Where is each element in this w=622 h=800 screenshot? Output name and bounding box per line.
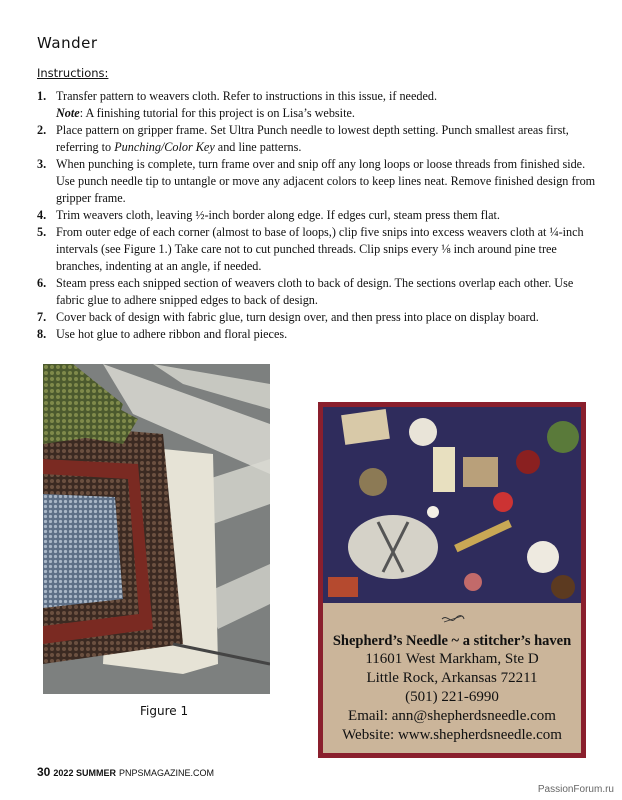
page-footer <box>37 765 214 779</box>
step-italic-ref: Punching/Color Key <box>114 140 215 154</box>
list-item <box>37 122 597 156</box>
store-name: Shepherd’s Needle ~ a stitcher’s haven <box>332 633 572 649</box>
step-number: 7. <box>37 310 47 324</box>
step-number: 6. <box>37 276 47 290</box>
list-item <box>37 156 597 207</box>
step-text: Steam press each snipped section of weavers cloth to back of design. The sections overlap each other. Use fabric glue to adhere snipped edges to back of design. <box>56 276 574 307</box>
advertisement <box>318 402 586 758</box>
store-address-line1: 11601 West Markham, Ste D <box>365 651 539 667</box>
step-text: Place pattern on gripper frame. Set Ultra Punch needle to lowest depth setting. Punch smallest areas first, referring to <box>56 123 569 154</box>
page-number: 30 <box>37 765 51 779</box>
step-number: 5. <box>37 225 47 239</box>
store-phone: (501) 221-6990 <box>405 689 499 705</box>
store-email: Email: ann@shepherdsneedle.com <box>348 708 556 724</box>
figure-photo <box>43 364 270 694</box>
step-text: Use hot glue to adhere ribbon and floral pieces. <box>56 327 288 341</box>
watermark: PassionForum.ru <box>537 784 614 795</box>
store-address-line2: Little Rock, Arkansas 72211 <box>366 670 538 686</box>
ad-photo <box>323 407 581 603</box>
step-text: When punching is complete, turn frame over and snip off any long loops or loose threads from finished side. Use punch needle tip to untangle or move any adjacent colors to keep lines neat. Remove finished design from gripper frame. <box>56 157 596 205</box>
figure-illustration <box>43 364 270 694</box>
step-number: 4. <box>37 208 47 222</box>
instructions-list <box>37 88 597 343</box>
step-text-tail: and line patterns. <box>214 140 302 154</box>
figure-caption: Figure 1 <box>140 704 189 718</box>
list-item <box>37 224 597 275</box>
step-text: Trim weavers cloth, leaving ½-inch border along edge. If edges curl, steam press them flat. <box>56 208 500 222</box>
instructions-heading: Instructions: <box>37 66 109 80</box>
step-number: 2. <box>37 123 47 137</box>
list-item <box>37 88 597 122</box>
note-label: Note <box>56 106 80 120</box>
step-number: 8. <box>37 327 47 341</box>
list-item <box>37 207 597 224</box>
step-text: From outer edge of each corner (almost to base of loops,) clip five snips into excess weavers cloth at ¼-inch intervals (see Figure 1.) Take care not to cut punched threads. Clip snips every ⅛ inch around pine tree branches, indenting at an angle, if needed. <box>56 225 584 273</box>
needle-icon <box>441 613 465 625</box>
list-item <box>37 309 597 326</box>
ad-text-panel <box>323 603 581 753</box>
page-title: Wander <box>37 34 98 52</box>
ad-illustration <box>323 407 581 603</box>
list-item <box>37 326 597 343</box>
note-text: : A finishing tutorial for this project is on Lisa’s website. <box>79 106 355 120</box>
store-website: Website: www.shepherdsneedle.com <box>342 727 562 743</box>
step-text: Transfer pattern to weavers cloth. Refer to instructions in this issue, if needed. <box>56 89 437 103</box>
issue-label: 2022 SUMMER <box>53 768 116 778</box>
step-number: 1. <box>37 89 47 103</box>
magazine-site: PNPSMAGAZINE.COM <box>119 768 215 778</box>
step-text: Cover back of design with fabric glue, turn design over, and then press into place on display board. <box>56 310 539 324</box>
list-item <box>37 275 597 309</box>
step-number: 3. <box>37 157 47 171</box>
